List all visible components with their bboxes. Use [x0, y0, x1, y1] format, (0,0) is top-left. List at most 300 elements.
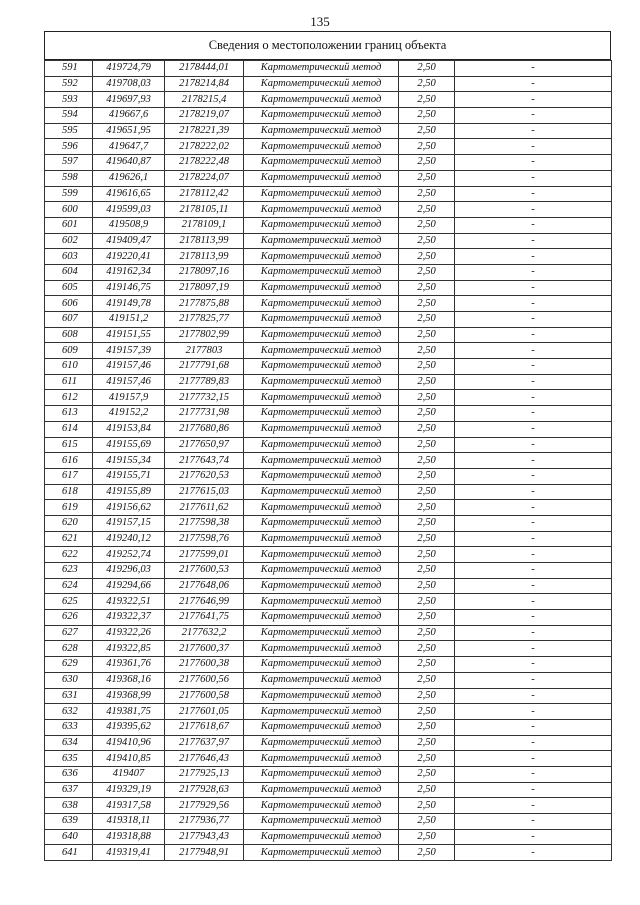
- x-coordinate-cell: 419157,15: [93, 515, 165, 531]
- point-number-cell: 608: [45, 327, 93, 343]
- accuracy-cell: 2,50: [399, 76, 455, 92]
- table-row: [45, 327, 612, 343]
- method-cell: Картометрический метод: [244, 641, 399, 657]
- y-coordinate-cell: 2177601,05: [165, 704, 244, 720]
- description-cell: -: [455, 170, 612, 186]
- x-coordinate-cell: 419240,12: [93, 531, 165, 547]
- accuracy-cell: 2,50: [399, 437, 455, 453]
- accuracy-cell: 2,50: [399, 249, 455, 265]
- x-coordinate-cell: 419322,85: [93, 641, 165, 657]
- table-row: [45, 217, 612, 233]
- y-coordinate-cell: 2178215,4: [165, 92, 244, 108]
- x-coordinate-cell: 419361,76: [93, 657, 165, 673]
- accuracy-cell: 2,50: [399, 343, 455, 359]
- method-cell: Картометрический метод: [244, 735, 399, 751]
- point-number-cell: 603: [45, 249, 93, 265]
- description-cell: -: [455, 249, 612, 265]
- point-number-cell: 596: [45, 139, 93, 155]
- accuracy-cell: 2,50: [399, 578, 455, 594]
- y-coordinate-cell: 2177620,53: [165, 468, 244, 484]
- point-number-cell: 593: [45, 92, 93, 108]
- point-number-cell: 628: [45, 641, 93, 657]
- description-cell: -: [455, 657, 612, 673]
- method-cell: Картометрический метод: [244, 766, 399, 782]
- y-coordinate-cell: 2178112,42: [165, 186, 244, 202]
- y-coordinate-cell: 2177936,77: [165, 814, 244, 830]
- x-coordinate-cell: 419407: [93, 766, 165, 782]
- table-row: [45, 547, 612, 563]
- method-cell: Картометрический метод: [244, 108, 399, 124]
- y-coordinate-cell: 2178224,07: [165, 170, 244, 186]
- method-cell: Картометрический метод: [244, 594, 399, 610]
- accuracy-cell: 2,50: [399, 453, 455, 469]
- point-number-cell: 613: [45, 406, 93, 422]
- table-row: [45, 641, 612, 657]
- method-cell: Картометрический метод: [244, 76, 399, 92]
- description-cell: -: [455, 374, 612, 390]
- description-cell: -: [455, 359, 612, 375]
- point-number-cell: 604: [45, 264, 93, 280]
- y-coordinate-cell: 2178444,01: [165, 61, 244, 77]
- x-coordinate-cell: 419151,2: [93, 312, 165, 328]
- x-coordinate-cell: 419651,95: [93, 123, 165, 139]
- y-coordinate-cell: 2177650,97: [165, 437, 244, 453]
- x-coordinate-cell: 419318,88: [93, 829, 165, 845]
- point-number-cell: 624: [45, 578, 93, 594]
- table-row: [45, 108, 612, 124]
- table-row: [45, 390, 612, 406]
- point-number-cell: 640: [45, 829, 93, 845]
- method-cell: Картометрический метод: [244, 625, 399, 641]
- x-coordinate-cell: 419155,69: [93, 437, 165, 453]
- accuracy-cell: 2,50: [399, 139, 455, 155]
- table-row: [45, 280, 612, 296]
- point-number-cell: 599: [45, 186, 93, 202]
- y-coordinate-cell: 2177600,37: [165, 641, 244, 657]
- method-cell: Картометрический метод: [244, 563, 399, 579]
- point-number-cell: 621: [45, 531, 93, 547]
- table-row: [45, 500, 612, 516]
- method-cell: Картометрический метод: [244, 610, 399, 626]
- y-coordinate-cell: 2177618,67: [165, 719, 244, 735]
- point-number-cell: 620: [45, 515, 93, 531]
- accuracy-cell: 2,50: [399, 155, 455, 171]
- method-cell: Картометрический метод: [244, 468, 399, 484]
- table-row: [45, 625, 612, 641]
- y-coordinate-cell: 2177680,86: [165, 421, 244, 437]
- accuracy-cell: 2,50: [399, 374, 455, 390]
- description-cell: -: [455, 547, 612, 563]
- description-cell: -: [455, 217, 612, 233]
- accuracy-cell: 2,50: [399, 202, 455, 218]
- x-coordinate-cell: 419155,34: [93, 453, 165, 469]
- table-row: [45, 170, 612, 186]
- description-cell: -: [455, 594, 612, 610]
- table-title: Сведения о местоположении границ объекта: [44, 31, 611, 60]
- description-cell: -: [455, 437, 612, 453]
- accuracy-cell: 2,50: [399, 515, 455, 531]
- y-coordinate-cell: 2177600,58: [165, 688, 244, 704]
- description-cell: -: [455, 829, 612, 845]
- description-cell: -: [455, 578, 612, 594]
- point-number-cell: 631: [45, 688, 93, 704]
- point-number-cell: 641: [45, 845, 93, 861]
- y-coordinate-cell: 2177648,06: [165, 578, 244, 594]
- table-row: [45, 437, 612, 453]
- y-coordinate-cell: 2178113,99: [165, 249, 244, 265]
- point-number-cell: 595: [45, 123, 93, 139]
- x-coordinate-cell: 419155,71: [93, 468, 165, 484]
- method-cell: Картометрический метод: [244, 437, 399, 453]
- x-coordinate-cell: 419296,03: [93, 563, 165, 579]
- x-coordinate-cell: 419368,16: [93, 672, 165, 688]
- point-number-cell: 609: [45, 343, 93, 359]
- point-number-cell: 618: [45, 484, 93, 500]
- table-row: [45, 312, 612, 328]
- point-number-cell: 630: [45, 672, 93, 688]
- table-row: [45, 672, 612, 688]
- table-row: [45, 563, 612, 579]
- point-number-cell: 636: [45, 766, 93, 782]
- accuracy-cell: 2,50: [399, 108, 455, 124]
- accuracy-cell: 2,50: [399, 264, 455, 280]
- page-number: 135: [310, 14, 330, 29]
- coordinates-table: [44, 60, 612, 861]
- y-coordinate-cell: 2177600,56: [165, 672, 244, 688]
- y-coordinate-cell: 2177948,91: [165, 845, 244, 861]
- x-coordinate-cell: 419368,99: [93, 688, 165, 704]
- table-row: [45, 515, 612, 531]
- table-row: [45, 202, 612, 218]
- accuracy-cell: 2,50: [399, 594, 455, 610]
- y-coordinate-cell: 2178221,39: [165, 123, 244, 139]
- y-coordinate-cell: 2177929,56: [165, 798, 244, 814]
- y-coordinate-cell: 2178097,16: [165, 264, 244, 280]
- table-row: [45, 814, 612, 830]
- x-coordinate-cell: 419640,87: [93, 155, 165, 171]
- y-coordinate-cell: 2177928,63: [165, 782, 244, 798]
- table-row: [45, 719, 612, 735]
- x-coordinate-cell: 419667,6: [93, 108, 165, 124]
- x-coordinate-cell: 419155,89: [93, 484, 165, 500]
- x-coordinate-cell: 419157,46: [93, 359, 165, 375]
- accuracy-cell: 2,50: [399, 406, 455, 422]
- point-number-cell: 629: [45, 657, 93, 673]
- x-coordinate-cell: 419381,75: [93, 704, 165, 720]
- y-coordinate-cell: 2177943,43: [165, 829, 244, 845]
- x-coordinate-cell: 419157,9: [93, 390, 165, 406]
- method-cell: Картометрический метод: [244, 390, 399, 406]
- y-coordinate-cell: 2177646,99: [165, 594, 244, 610]
- point-number-cell: 614: [45, 421, 93, 437]
- accuracy-cell: 2,50: [399, 327, 455, 343]
- table-row: [45, 233, 612, 249]
- x-coordinate-cell: 419157,39: [93, 343, 165, 359]
- point-number-cell: 591: [45, 61, 93, 77]
- table-row: [45, 657, 612, 673]
- y-coordinate-cell: 2178219,07: [165, 108, 244, 124]
- table-row: [45, 139, 612, 155]
- method-cell: Картометрический метод: [244, 578, 399, 594]
- point-number-cell: 638: [45, 798, 93, 814]
- point-number-cell: 635: [45, 751, 93, 767]
- accuracy-cell: 2,50: [399, 312, 455, 328]
- method-cell: Картометрический метод: [244, 688, 399, 704]
- table-row: [45, 421, 612, 437]
- method-cell: Картометрический метод: [244, 719, 399, 735]
- x-coordinate-cell: 419599,03: [93, 202, 165, 218]
- x-coordinate-cell: 419146,75: [93, 280, 165, 296]
- point-number-cell: 606: [45, 296, 93, 312]
- accuracy-cell: 2,50: [399, 61, 455, 77]
- y-coordinate-cell: 2178097,19: [165, 280, 244, 296]
- description-cell: -: [455, 406, 612, 422]
- y-coordinate-cell: 2177789,83: [165, 374, 244, 390]
- method-cell: Картометрический метод: [244, 343, 399, 359]
- table-row: [45, 343, 612, 359]
- x-coordinate-cell: 419317,58: [93, 798, 165, 814]
- x-coordinate-cell: 419157,46: [93, 374, 165, 390]
- y-coordinate-cell: 2177598,76: [165, 531, 244, 547]
- description-cell: -: [455, 672, 612, 688]
- point-number-cell: 632: [45, 704, 93, 720]
- x-coordinate-cell: 419152,2: [93, 406, 165, 422]
- method-cell: Картометрический метод: [244, 829, 399, 845]
- y-coordinate-cell: 2177632,2: [165, 625, 244, 641]
- accuracy-cell: 2,50: [399, 170, 455, 186]
- point-number-cell: 634: [45, 735, 93, 751]
- accuracy-cell: 2,50: [399, 484, 455, 500]
- table-row: [45, 264, 612, 280]
- y-coordinate-cell: 2178222,48: [165, 155, 244, 171]
- table-row: [45, 296, 612, 312]
- description-cell: -: [455, 327, 612, 343]
- accuracy-cell: 2,50: [399, 92, 455, 108]
- description-cell: -: [455, 704, 612, 720]
- x-coordinate-cell: 419395,62: [93, 719, 165, 735]
- x-coordinate-cell: 419329,19: [93, 782, 165, 798]
- table-row: [45, 610, 612, 626]
- accuracy-cell: 2,50: [399, 719, 455, 735]
- accuracy-cell: 2,50: [399, 280, 455, 296]
- y-coordinate-cell: 2177611,62: [165, 500, 244, 516]
- method-cell: Картометрический метод: [244, 280, 399, 296]
- method-cell: Картометрический метод: [244, 515, 399, 531]
- method-cell: Картометрический метод: [244, 217, 399, 233]
- description-cell: -: [455, 468, 612, 484]
- description-cell: -: [455, 515, 612, 531]
- description-cell: -: [455, 421, 612, 437]
- point-number-cell: 612: [45, 390, 93, 406]
- table-row: [45, 359, 612, 375]
- method-cell: Картометрический метод: [244, 327, 399, 343]
- accuracy-cell: 2,50: [399, 500, 455, 516]
- table-row: [45, 453, 612, 469]
- description-cell: -: [455, 735, 612, 751]
- point-number-cell: 616: [45, 453, 93, 469]
- method-cell: Картометрический метод: [244, 61, 399, 77]
- description-cell: -: [455, 390, 612, 406]
- table-row: [45, 735, 612, 751]
- description-cell: -: [455, 610, 612, 626]
- table-row: [45, 798, 612, 814]
- description-cell: -: [455, 719, 612, 735]
- method-cell: Картометрический метод: [244, 421, 399, 437]
- method-cell: Картометрический метод: [244, 704, 399, 720]
- table-row: [45, 249, 612, 265]
- method-cell: Картометрический метод: [244, 186, 399, 202]
- description-cell: -: [455, 453, 612, 469]
- x-coordinate-cell: 419319,41: [93, 845, 165, 861]
- point-number-cell: 605: [45, 280, 93, 296]
- table-row: [45, 751, 612, 767]
- description-cell: -: [455, 264, 612, 280]
- description-cell: -: [455, 766, 612, 782]
- method-cell: Картометрический метод: [244, 249, 399, 265]
- method-cell: Картометрический метод: [244, 139, 399, 155]
- point-number-cell: 627: [45, 625, 93, 641]
- point-number-cell: 623: [45, 563, 93, 579]
- x-coordinate-cell: 419153,84: [93, 421, 165, 437]
- point-number-cell: 637: [45, 782, 93, 798]
- table-row: [45, 92, 612, 108]
- description-cell: -: [455, 343, 612, 359]
- description-cell: -: [455, 782, 612, 798]
- point-number-cell: 611: [45, 374, 93, 390]
- boundary-table-sheet: [44, 31, 611, 861]
- table-row: [45, 594, 612, 610]
- method-cell: Картометрический метод: [244, 296, 399, 312]
- table-row: [45, 688, 612, 704]
- point-number-cell: 625: [45, 594, 93, 610]
- x-coordinate-cell: 419294,66: [93, 578, 165, 594]
- y-coordinate-cell: 2177598,38: [165, 515, 244, 531]
- description-cell: -: [455, 202, 612, 218]
- point-number-cell: 602: [45, 233, 93, 249]
- table-row: [45, 468, 612, 484]
- accuracy-cell: 2,50: [399, 390, 455, 406]
- y-coordinate-cell: 2177600,38: [165, 657, 244, 673]
- point-number-cell: 601: [45, 217, 93, 233]
- table-row: [45, 531, 612, 547]
- x-coordinate-cell: 419409,47: [93, 233, 165, 249]
- method-cell: Картометрический метод: [244, 782, 399, 798]
- x-coordinate-cell: 419626,1: [93, 170, 165, 186]
- x-coordinate-cell: 419156,62: [93, 500, 165, 516]
- description-cell: -: [455, 186, 612, 202]
- description-cell: -: [455, 814, 612, 830]
- accuracy-cell: 2,50: [399, 186, 455, 202]
- description-cell: -: [455, 92, 612, 108]
- description-cell: -: [455, 61, 612, 77]
- accuracy-cell: 2,50: [399, 359, 455, 375]
- table-row: [45, 782, 612, 798]
- accuracy-cell: 2,50: [399, 688, 455, 704]
- accuracy-cell: 2,50: [399, 751, 455, 767]
- table-row: [45, 704, 612, 720]
- y-coordinate-cell: 2177802,99: [165, 327, 244, 343]
- method-cell: Картометрический метод: [244, 484, 399, 500]
- method-cell: Картометрический метод: [244, 92, 399, 108]
- accuracy-cell: 2,50: [399, 468, 455, 484]
- x-coordinate-cell: 419616,65: [93, 186, 165, 202]
- point-number-cell: 626: [45, 610, 93, 626]
- description-cell: -: [455, 751, 612, 767]
- y-coordinate-cell: 2178222,02: [165, 139, 244, 155]
- accuracy-cell: 2,50: [399, 704, 455, 720]
- y-coordinate-cell: 2178113,99: [165, 233, 244, 249]
- x-coordinate-cell: 419318,11: [93, 814, 165, 830]
- x-coordinate-cell: 419322,26: [93, 625, 165, 641]
- accuracy-cell: 2,50: [399, 657, 455, 673]
- method-cell: Картометрический метод: [244, 374, 399, 390]
- description-cell: -: [455, 563, 612, 579]
- y-coordinate-cell: 2177732,15: [165, 390, 244, 406]
- accuracy-cell: 2,50: [399, 782, 455, 798]
- point-number-cell: 619: [45, 500, 93, 516]
- table-row: [45, 406, 612, 422]
- method-cell: Картометрический метод: [244, 264, 399, 280]
- method-cell: Картометрический метод: [244, 672, 399, 688]
- point-number-cell: 607: [45, 312, 93, 328]
- y-coordinate-cell: 2177599,01: [165, 547, 244, 563]
- description-cell: -: [455, 108, 612, 124]
- accuracy-cell: 2,50: [399, 233, 455, 249]
- method-cell: Картометрический метод: [244, 500, 399, 516]
- x-coordinate-cell: 419708,03: [93, 76, 165, 92]
- x-coordinate-cell: 419508,9: [93, 217, 165, 233]
- method-cell: Картометрический метод: [244, 798, 399, 814]
- table-row: [45, 484, 612, 500]
- x-coordinate-cell: 419697,93: [93, 92, 165, 108]
- x-coordinate-cell: 419322,51: [93, 594, 165, 610]
- point-number-cell: 622: [45, 547, 93, 563]
- accuracy-cell: 2,50: [399, 641, 455, 657]
- x-coordinate-cell: 419162,34: [93, 264, 165, 280]
- accuracy-cell: 2,50: [399, 845, 455, 861]
- y-coordinate-cell: 2177646,43: [165, 751, 244, 767]
- table-row: [45, 186, 612, 202]
- description-cell: -: [455, 76, 612, 92]
- accuracy-cell: 2,50: [399, 766, 455, 782]
- method-cell: Картометрический метод: [244, 751, 399, 767]
- point-number-cell: 639: [45, 814, 93, 830]
- y-coordinate-cell: 2177825,77: [165, 312, 244, 328]
- y-coordinate-cell: 2177791,68: [165, 359, 244, 375]
- description-cell: -: [455, 139, 612, 155]
- x-coordinate-cell: 419220,41: [93, 249, 165, 265]
- y-coordinate-cell: 2178109,1: [165, 217, 244, 233]
- point-number-cell: 594: [45, 108, 93, 124]
- table-row: [45, 845, 612, 861]
- description-cell: -: [455, 155, 612, 171]
- y-coordinate-cell: 2177637,97: [165, 735, 244, 751]
- accuracy-cell: 2,50: [399, 531, 455, 547]
- y-coordinate-cell: 2177925,13: [165, 766, 244, 782]
- description-cell: -: [455, 688, 612, 704]
- accuracy-cell: 2,50: [399, 625, 455, 641]
- method-cell: Картометрический метод: [244, 845, 399, 861]
- method-cell: Картометрический метод: [244, 814, 399, 830]
- x-coordinate-cell: 419149,78: [93, 296, 165, 312]
- y-coordinate-cell: 2178105,11: [165, 202, 244, 218]
- method-cell: Картометрический метод: [244, 453, 399, 469]
- table-row: [45, 61, 612, 77]
- description-cell: -: [455, 123, 612, 139]
- y-coordinate-cell: 2177600,53: [165, 563, 244, 579]
- accuracy-cell: 2,50: [399, 217, 455, 233]
- y-coordinate-cell: 2177875,88: [165, 296, 244, 312]
